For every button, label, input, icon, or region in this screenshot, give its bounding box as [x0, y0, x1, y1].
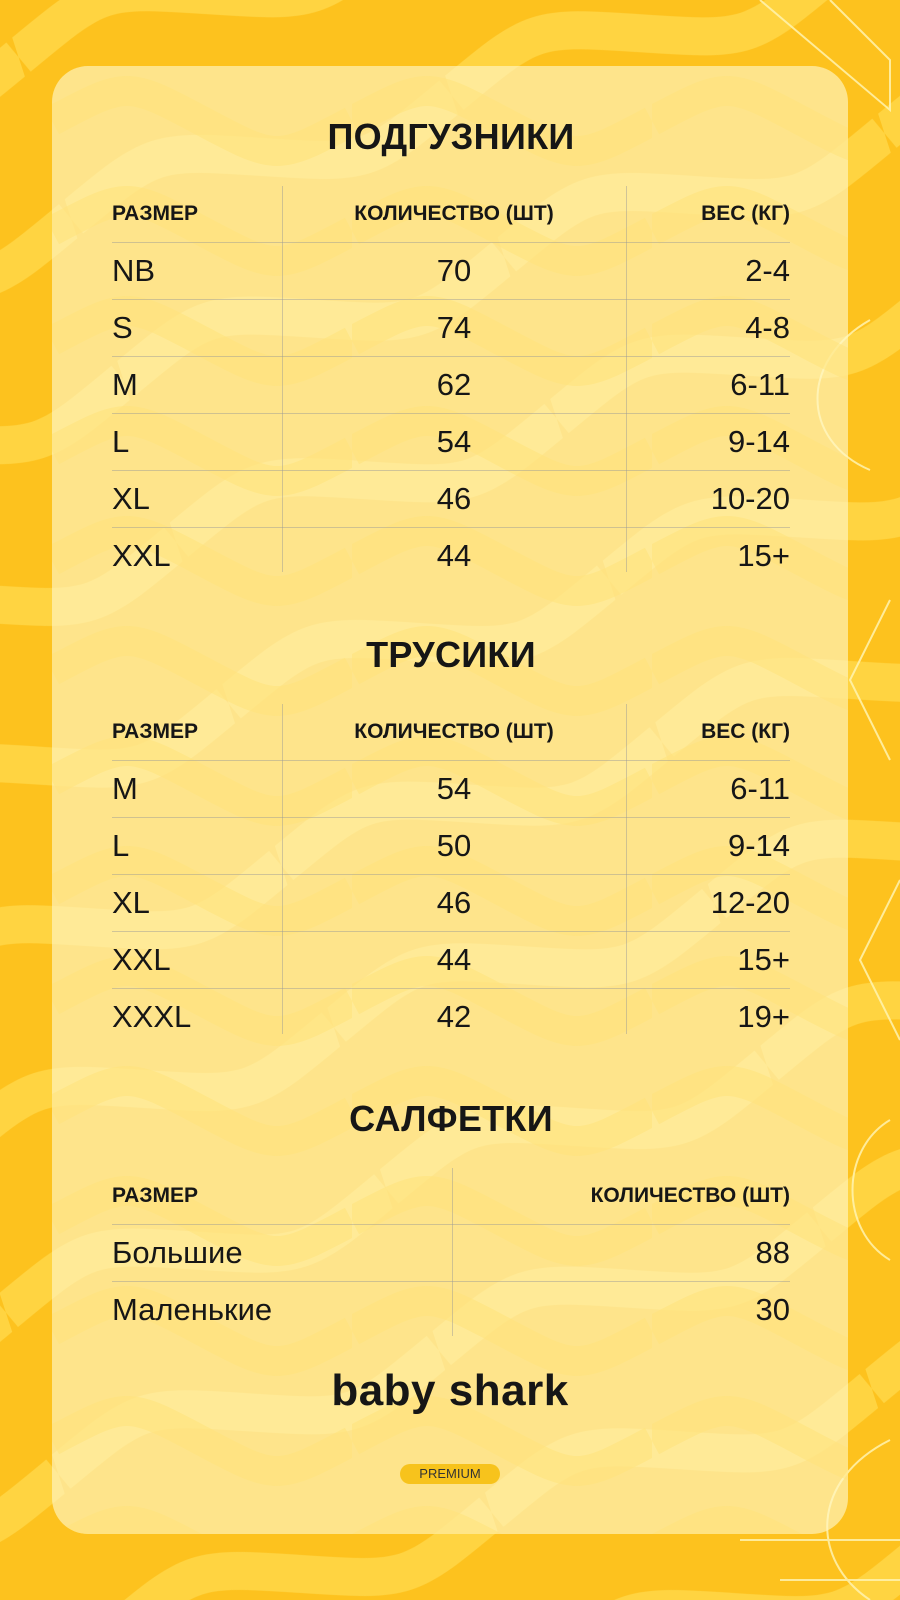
cell-weight: 19+: [737, 999, 790, 1034]
table-header-row: [112, 1168, 790, 1225]
cell-quantity: 54: [436, 424, 472, 459]
cell-quantity: 46: [436, 481, 472, 516]
cell-quantity: 74: [436, 310, 472, 345]
table-row: [112, 818, 790, 875]
table-row: [112, 300, 790, 357]
premium-badge: PREMIUM: [400, 1464, 500, 1484]
table-header-row: [112, 704, 790, 761]
header-quantity: КОЛИЧЕСТВО (ШТ): [354, 202, 554, 225]
header-size: РАЗМЕР: [112, 202, 198, 225]
header-weight: ВЕС (КГ): [701, 202, 790, 225]
table-row: [112, 414, 790, 471]
cell-weight: 4-8: [745, 310, 790, 345]
cell-size: S: [112, 310, 133, 345]
cell-quantity: 46: [436, 885, 472, 920]
header-quantity: КОЛИЧЕСТВО (ШТ): [590, 1184, 790, 1207]
table-row: [112, 1225, 790, 1282]
cell-size: XL: [112, 481, 150, 516]
cell-size: XXL: [112, 942, 171, 977]
cell-size: NB: [112, 253, 156, 288]
cell-weight: 12-20: [710, 885, 790, 920]
table-row: [112, 471, 790, 528]
header-size: РАЗМЕР: [112, 1184, 198, 1207]
header-quantity: КОЛИЧЕСТВО (ШТ): [354, 720, 554, 743]
cell-size: L: [112, 424, 130, 459]
table-row: [112, 528, 790, 584]
cell-weight: 15+: [737, 538, 790, 573]
cell-weight: 9-14: [727, 424, 790, 459]
table-header-row: [112, 186, 790, 243]
cell-quantity: 44: [436, 942, 472, 977]
diapers-table: [112, 186, 790, 584]
cell-size: XXL: [112, 538, 171, 573]
cell-quantity: 54: [436, 771, 472, 806]
cell-weight: 9-14: [727, 828, 790, 863]
cell-quantity: 44: [436, 538, 472, 573]
table-row: [112, 875, 790, 932]
brand-logo: baby shark: [331, 1366, 569, 1415]
pants-table: [112, 704, 790, 1045]
cell-size: Большие: [112, 1235, 243, 1270]
cell-weight: 10-20: [710, 481, 790, 516]
table-row: [112, 243, 790, 300]
size-chart-card: [52, 66, 848, 1534]
wipes-title: САЛФЕТКИ: [349, 1098, 553, 1139]
cell-weight: 2-4: [745, 253, 790, 288]
pants-title: ТРУСИКИ: [366, 634, 536, 675]
header-weight: ВЕС (КГ): [701, 720, 790, 743]
cell-size: XXXL: [112, 999, 192, 1034]
header-size: РАЗМЕР: [112, 720, 198, 743]
cell-quantity: 30: [755, 1292, 790, 1327]
table-row: [112, 989, 790, 1045]
cell-quantity: 88: [755, 1235, 790, 1270]
table-row: [112, 932, 790, 989]
cell-weight: 6-11: [730, 367, 790, 402]
cell-size: XL: [112, 885, 150, 920]
cell-weight: 6-11: [730, 771, 790, 806]
cell-size: M: [112, 367, 138, 402]
cell-quantity: 62: [436, 367, 472, 402]
table-row: [112, 357, 790, 414]
cell-size: L: [112, 828, 130, 863]
cell-quantity: 70: [436, 253, 472, 288]
table-row: [112, 1282, 790, 1338]
wipes-table: [112, 1168, 790, 1338]
cell-weight: 15+: [737, 942, 790, 977]
diapers-title: ПОДГУЗНИКИ: [327, 116, 575, 157]
table-row: [112, 761, 790, 818]
cell-quantity: 42: [436, 999, 472, 1034]
cell-size: M: [112, 771, 138, 806]
cell-quantity: 50: [436, 828, 472, 863]
cell-size: Маленькие: [112, 1292, 273, 1327]
